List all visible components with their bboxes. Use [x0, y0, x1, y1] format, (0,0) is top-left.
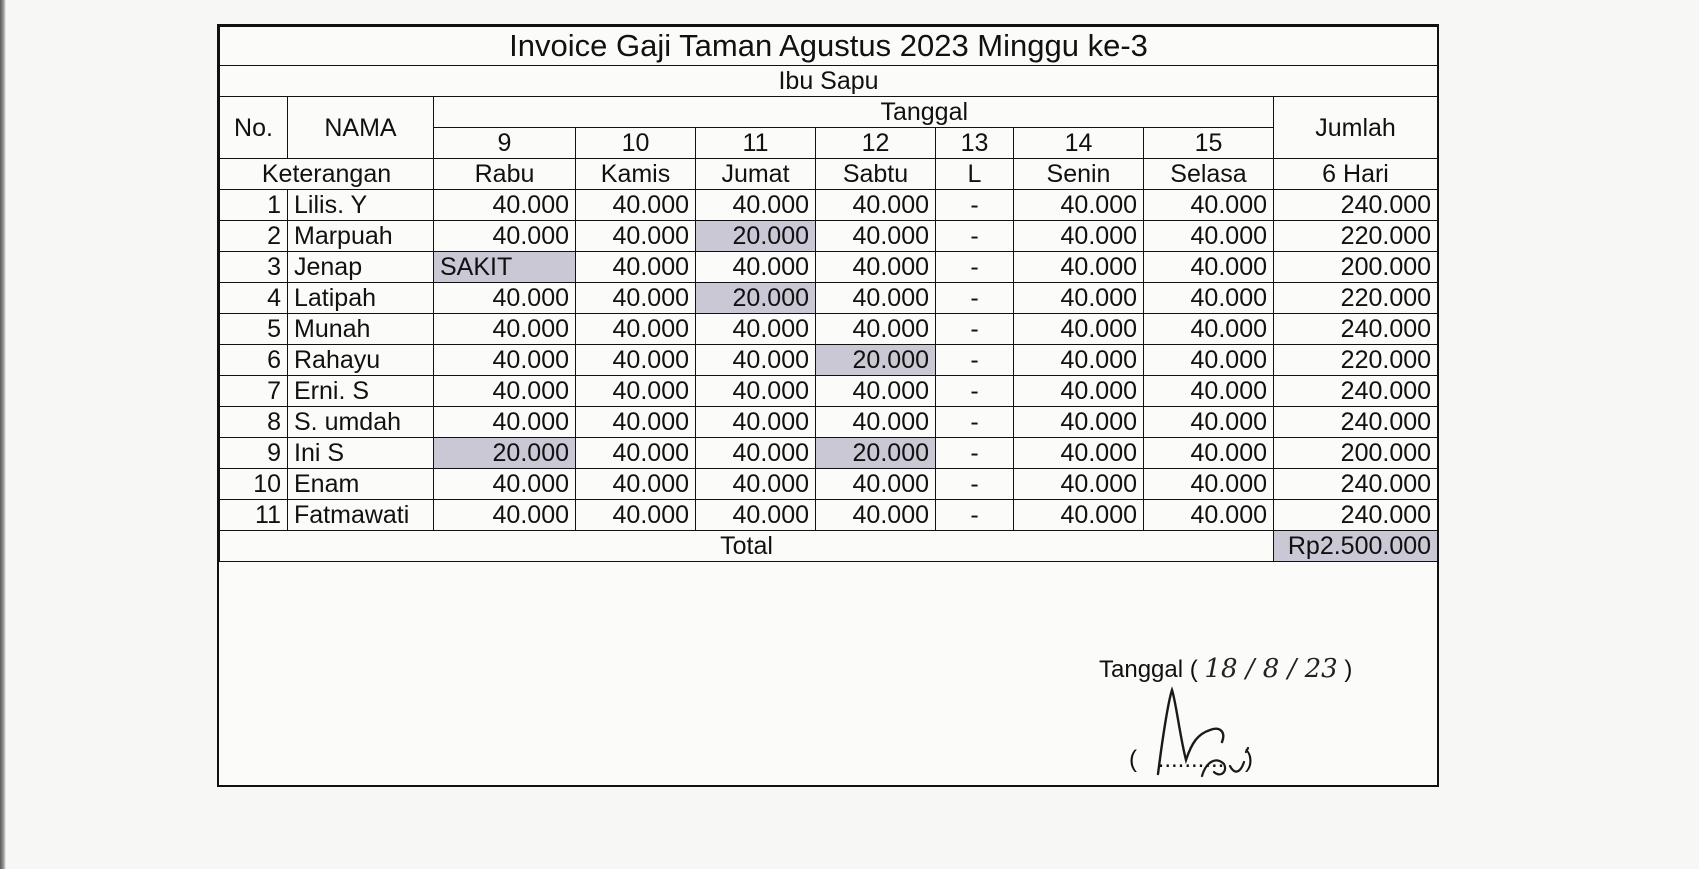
row-jumlah: 220.000 [1274, 283, 1438, 314]
row-day-value: 40.000 [1014, 469, 1144, 500]
table-row [220, 376, 1438, 407]
row-nama: Marpuah [288, 221, 434, 252]
row-no: 8 [220, 407, 288, 438]
row-day-value: 40.000 [1144, 190, 1274, 221]
row-day-value: 40.000 [696, 314, 816, 345]
header-hari: 6 Hari [1274, 159, 1438, 190]
row-jumlah: 200.000 [1274, 438, 1438, 469]
date-header-9: 9 [434, 128, 576, 159]
header-tanggal: Tanggal [576, 97, 1274, 128]
row-day-value: - [936, 283, 1014, 314]
row-day-value: 40.000 [816, 221, 936, 252]
row-no: 10 [220, 469, 288, 500]
date-header-10: 10 [576, 128, 696, 159]
row-day-value: 20.000 [696, 283, 816, 314]
row-nama: Latipah [288, 283, 434, 314]
date-header-11: 11 [696, 128, 816, 159]
row-day-value: 40.000 [696, 190, 816, 221]
row-day-value: 20.000 [696, 221, 816, 252]
row-day-value: 40.000 [434, 283, 576, 314]
row-day-value: 40.000 [696, 438, 816, 469]
row-day-value: 40.000 [1014, 314, 1144, 345]
row-day-value: 40.000 [576, 469, 696, 500]
day-header-6: Selasa [1144, 159, 1274, 190]
date-header-14: 14 [1014, 128, 1144, 159]
row-day-value: - [936, 221, 1014, 252]
row-day-value: 40.000 [1144, 252, 1274, 283]
row-day-value: 40.000 [434, 376, 576, 407]
table-row [220, 469, 1438, 500]
row-no: 9 [220, 438, 288, 469]
row-day-value: 40.000 [576, 438, 696, 469]
row-day-value: 40.000 [1144, 438, 1274, 469]
row-nama: Erni. S [288, 376, 434, 407]
row-day-value: 40.000 [816, 252, 936, 283]
day-header-5: Senin [1014, 159, 1144, 190]
row-day-value: - [936, 469, 1014, 500]
row-no: 7 [220, 376, 288, 407]
row-day-value: 40.000 [434, 469, 576, 500]
row-day-value: 40.000 [1144, 407, 1274, 438]
header-nama: NAMA [288, 97, 434, 159]
row-jumlah: 220.000 [1274, 345, 1438, 376]
day-header-0: Rabu [434, 159, 576, 190]
row-no: 11 [220, 500, 288, 531]
row-jumlah: 240.000 [1274, 190, 1438, 221]
row-day-value: 40.000 [1014, 500, 1144, 531]
row-day-value: 40.000 [1014, 252, 1144, 283]
row-nama: Munah [288, 314, 434, 345]
invoice-table [219, 26, 1438, 562]
row-day-value: 40.000 [1144, 469, 1274, 500]
total-label: Total [220, 531, 1274, 562]
row-day-value: 20.000 [816, 345, 936, 376]
table-row [220, 500, 1438, 531]
row-no: 3 [220, 252, 288, 283]
signature-date-close: ) [1344, 656, 1353, 683]
row-nama: Jenap [288, 252, 434, 283]
row-day-value: 40.000 [434, 407, 576, 438]
table-row [220, 283, 1438, 314]
row-jumlah: 200.000 [1274, 252, 1438, 283]
row-day-value: 40.000 [696, 376, 816, 407]
row-day-value: 40.000 [1144, 500, 1274, 531]
row-nama: Lilis. Y [288, 190, 434, 221]
row-day-value: 40.000 [434, 500, 576, 531]
table-row [220, 407, 1438, 438]
row-day-value: 40.000 [1014, 283, 1144, 314]
row-day-value: 40.000 [816, 190, 936, 221]
row-day-value: 40.000 [576, 221, 696, 252]
date-header-12: 12 [816, 128, 936, 159]
header-spacer [434, 97, 576, 128]
day-header-2: Jumat [696, 159, 816, 190]
row-day-value: 20.000 [816, 438, 936, 469]
row-no: 4 [220, 283, 288, 314]
row-day-value: - [936, 500, 1014, 531]
row-jumlah: 240.000 [1274, 376, 1438, 407]
header-keterangan: Keterangan [220, 159, 434, 190]
row-day-value: 40.000 [1144, 221, 1274, 252]
row-day-value: - [936, 252, 1014, 283]
row-day-value: 20.000 [434, 438, 576, 469]
row-day-value: - [936, 438, 1014, 469]
handwritten-signature [1140, 682, 1280, 782]
day-header-3: Sabtu [816, 159, 936, 190]
signature-name-close: ) [1245, 746, 1254, 773]
table-row [220, 314, 1438, 345]
row-day-value: 40.000 [696, 407, 816, 438]
row-day-value: - [936, 314, 1014, 345]
signature-date-label: Tanggal [1099, 656, 1184, 683]
row-day-value: - [936, 407, 1014, 438]
row-day-value: 40.000 [816, 469, 936, 500]
row-jumlah: 220.000 [1274, 221, 1438, 252]
day-header-4: L [936, 159, 1014, 190]
row-day-value: 40.000 [696, 252, 816, 283]
row-day-value: 40.000 [576, 314, 696, 345]
signature-name-open: ( [1129, 746, 1137, 773]
signature-date-line [1099, 654, 1352, 684]
row-day-value: 40.000 [816, 283, 936, 314]
row-day-value: 40.000 [434, 190, 576, 221]
row-no: 2 [220, 221, 288, 252]
signature-name-dots: .......... [1157, 746, 1225, 773]
row-day-value: 40.000 [816, 500, 936, 531]
row-no: 5 [220, 314, 288, 345]
total-row [220, 531, 1438, 562]
invoice-sheet [217, 24, 1439, 787]
row-day-value: 40.000 [434, 221, 576, 252]
row-day-value: 40.000 [1144, 314, 1274, 345]
signature-date-open: ( [1189, 656, 1198, 683]
row-jumlah: 240.000 [1274, 500, 1438, 531]
row-day-value: 40.000 [696, 500, 816, 531]
row-day-value: 40.000 [1014, 407, 1144, 438]
table-row [220, 438, 1438, 469]
row-day-value: 40.000 [576, 190, 696, 221]
table-row [220, 221, 1438, 252]
row-nama: S. umdah [288, 407, 434, 438]
header-no: No. [220, 97, 288, 159]
row-day-value: - [936, 345, 1014, 376]
row-day-value: 40.000 [816, 314, 936, 345]
row-nama: Rahayu [288, 345, 434, 376]
table-row [220, 252, 1438, 283]
row-day-value: 40.000 [576, 407, 696, 438]
row-day-value: 40.000 [576, 345, 696, 376]
invoice-title: Invoice Gaji Taman Agustus 2023 Minggu ke-3 [220, 27, 1438, 66]
row-day-value: 40.000 [696, 345, 816, 376]
row-day-value: 40.000 [1144, 376, 1274, 407]
row-day-value: 40.000 [576, 283, 696, 314]
row-no: 1 [220, 190, 288, 221]
row-jumlah: 240.000 [1274, 407, 1438, 438]
row-jumlah: 240.000 [1274, 469, 1438, 500]
row-day-value: 40.000 [1014, 190, 1144, 221]
row-day-value: 40.000 [1014, 376, 1144, 407]
row-day-value: 40.000 [816, 407, 936, 438]
row-day-value: 40.000 [1014, 438, 1144, 469]
header-jumlah: Jumlah [1274, 97, 1438, 159]
row-day-value: 40.000 [434, 345, 576, 376]
total-value: Rp2.500.000 [1274, 531, 1438, 562]
day-header-1: Kamis [576, 159, 696, 190]
row-nama: Fatmawati [288, 500, 434, 531]
row-day-value: 40.000 [576, 500, 696, 531]
table-row [220, 345, 1438, 376]
row-nama: Enam [288, 469, 434, 500]
row-nama: Ini S [288, 438, 434, 469]
row-day-value: 40.000 [696, 469, 816, 500]
date-header-13: 13 [936, 128, 1014, 159]
row-day-value: 40.000 [1144, 283, 1274, 314]
scan-edge [0, 0, 6, 869]
row-day-value: - [936, 190, 1014, 221]
invoice-subtitle: Ibu Sapu [220, 66, 1438, 97]
row-day-value: 40.000 [816, 376, 936, 407]
row-jumlah: 240.000 [1274, 314, 1438, 345]
row-day-value: 40.000 [576, 376, 696, 407]
date-header-15: 15 [1144, 128, 1274, 159]
signature-date-value: 18 / 8 / 23 [1204, 654, 1338, 684]
row-day-value: SAKIT [434, 252, 576, 283]
row-no: 6 [220, 345, 288, 376]
row-day-value: 40.000 [1014, 345, 1144, 376]
table-row [220, 190, 1438, 221]
row-day-value: 40.000 [434, 314, 576, 345]
row-day-value: 40.000 [1144, 345, 1274, 376]
row-day-value: 40.000 [576, 252, 696, 283]
row-day-value: 40.000 [1014, 221, 1144, 252]
row-day-value: - [936, 376, 1014, 407]
